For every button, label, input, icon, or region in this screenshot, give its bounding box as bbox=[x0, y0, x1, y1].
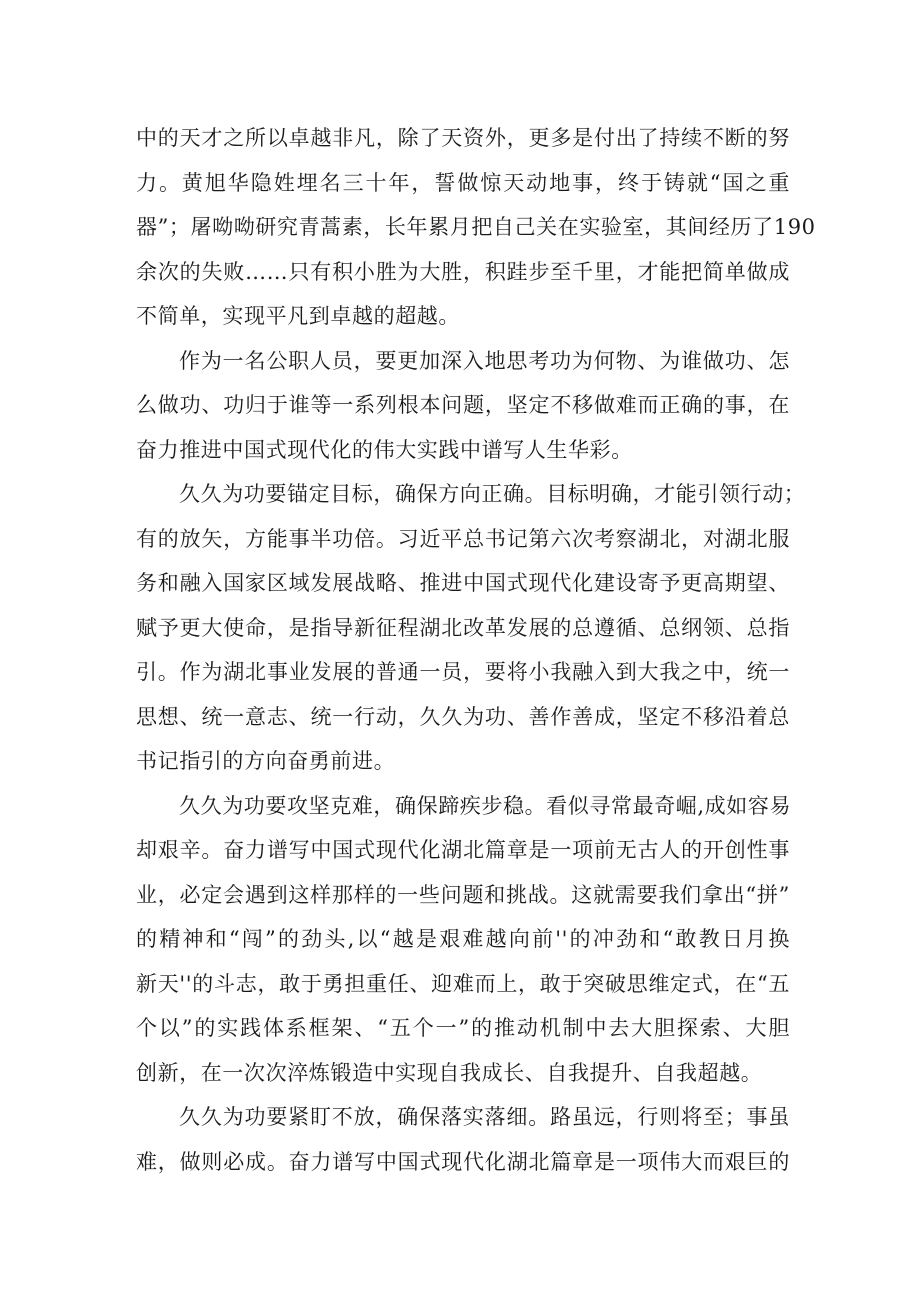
text-line: 不简单，实现平凡到卓越的超越。 bbox=[136, 304, 460, 328]
text-line: 却艰辛。奋力谱写中国式现代化湖北篇章是一项前无古人的开创性事 bbox=[136, 838, 790, 862]
text-line: 余次的失败……只有积小胜为大胜，积跬步至千里，才能把简单做成 bbox=[136, 259, 790, 284]
text-line: 业，必定会遇到这样那样的一些问题和挑战。这就需要我们拿出“拼” bbox=[136, 882, 790, 907]
text-line: 作为一名公职人员，要更加深入地思考功为何物、为谁做功、怎 bbox=[179, 348, 790, 373]
text-line: 创新，在一次次淬炼锻造中实现自我成长、自我提升、自我超越。 bbox=[136, 1060, 763, 1085]
text-line: 力。黄旭华隐姓埋名三十年，誓做惊天动地事，终于铸就“国之重 bbox=[136, 170, 790, 195]
text-line: 引。作为湖北事业发展的普通一员，要将小我融入到大我之中，统一 bbox=[136, 660, 790, 684]
text-line: 赋予更大使命，是指导新征程湖北改革发展的总遵循、总纲领、总指 bbox=[136, 615, 790, 640]
text-line: 思想、统一意志、统一行动，久久为功、善作善成，坚定不移沿着总 bbox=[136, 704, 790, 729]
text-line: 器”；屠呦呦研究青蒿素，长年累月把自己关在实验室，其间经历了190 bbox=[136, 215, 816, 239]
text-line: 奋力推进中国式现代化的伟大实践中谱写人生华彩。 bbox=[136, 437, 633, 462]
text-line: 新天''的斗志，敢于勇担重任、迎难而上，敢于突破思维定式，在“五 bbox=[136, 971, 790, 996]
document-body bbox=[136, 116, 816, 1184]
text-line: 久久为功要锚定目标，确保方向正确。目标明确，才能引领行动； bbox=[179, 482, 806, 506]
text-line: 有的放矢，方能事半功倍。习近平总书记第六次考察湖北，对湖北服 bbox=[136, 526, 790, 551]
text-line: 务和融入国家区域发展战略、推进中国式现代化建设寄予更高期望、 bbox=[136, 571, 790, 595]
text-line: 久久为功要攻坚克难，确保蹄疾步稳。看似寻常最奇崛,成如容易 bbox=[179, 793, 792, 818]
paragraph-2 bbox=[136, 339, 790, 473]
paragraph-4 bbox=[136, 784, 790, 1096]
text-line: 书记指引的方向奋勇前进。 bbox=[136, 749, 396, 773]
text-line: 个以”的实践体系框架、“五个一”的推动机制中去大胆探索、大胆 bbox=[136, 1016, 790, 1040]
text-line: 中的天才之所以卓越非凡，除了天资外，更多是付出了持续不断的努 bbox=[136, 126, 790, 150]
paragraph-5 bbox=[136, 1095, 790, 1184]
text-line: 的精神和“闯”的劲头,以“越是艰难越向前''的冲劲和“敢教日月换 bbox=[136, 927, 790, 951]
text-line: 难，做则必成。奋力谱写中国式现代化湖北篇章是一项伟大而艰巨的 bbox=[136, 1149, 790, 1174]
paragraph-3 bbox=[136, 472, 806, 784]
paragraph-1 bbox=[136, 116, 816, 339]
text-line: 么做功、功归于谁等一系列根本问题，坚定不移做难而正确的事，在 bbox=[136, 393, 790, 417]
text-line: 久久为功要紧盯不放，确保落实落细。路虽远，行则将至；事虽 bbox=[179, 1105, 790, 1129]
